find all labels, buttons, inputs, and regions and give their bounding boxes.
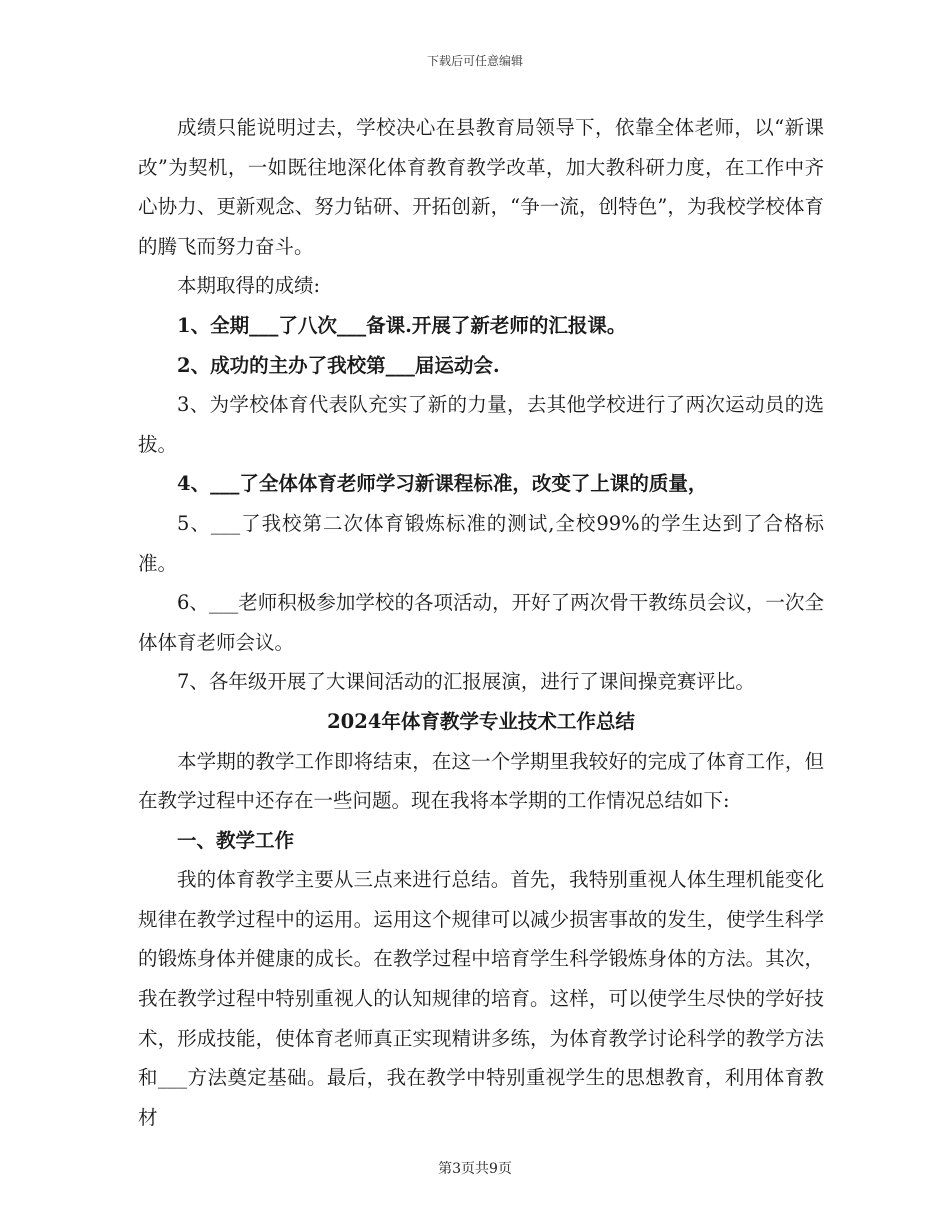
document-body xyxy=(138,108,824,1137)
subheading-teaching-work: 一、教学工作 xyxy=(177,828,295,852)
achievements-heading: 本期取得的成绩: xyxy=(177,274,321,298)
achievement-item-7: 7、各年级开展了大课间活动的汇报展演，进行了课间操竞赛评比。 xyxy=(177,670,755,694)
paragraph-conclusion: 成绩只能说明过去，学校决心在县教育局领导下，依靠全体老师，以“新课改”为契机，一如既往地深化体育教育教学改革，加大教科研力度，在工作中齐心协力、更新观念、努力钻研、开拓创新，“争一流，创特色”，为我校学校体育的腾飞而努力奋斗。 xyxy=(138,116,824,258)
achievement-item-5: 5、___了我校第二次体育锻炼标准的测试,全校99%的学生达到了合格标准。 xyxy=(138,511,824,575)
achievement-item-2: 2、成功的主办了我校第___届运动会. xyxy=(177,353,500,377)
header-note: 下载后可任意编辑 xyxy=(426,54,523,68)
page-footer: 第3页共9页 xyxy=(438,1161,512,1177)
achievement-item-3: 3、为学校体育代表队充实了新的力量，去其他学校进行了两次运动员的选拔。 xyxy=(138,393,824,456)
achievement-item-1: 1、全期___了八次___备课.开展了新老师的汇报课。 xyxy=(177,313,627,337)
achievement-item-4: 4、___了全体体育老师学习新课程标准，改变了上课的质量， xyxy=(177,472,708,496)
achievement-item-6: 6、___老师积极参加学校的各项活动，开好了两次骨干教练员会议，一次全体体育老师会议。 xyxy=(138,591,824,654)
paragraph-intro: 本学期的教学工作即将结束，在这一个学期里我较好的完成了体育工作，但在教学过程中还存在一些问题。现在我将本学期的工作情况总结如下: xyxy=(138,749,824,813)
section-title: 2024年体育教学专业技术工作总结 xyxy=(327,709,635,733)
paragraph-teaching: 我的体育教学主要从三点来进行总结。首先，我特别重视人体生理机能变化规律在教学过程中的运用。运用这个规律可以减少损害事故的发生，使学生科学的锻炼身体并健康的成长。在教学过程中培育学生科学锻炼身体的方法。其次，我在教学过程中特别重视人的认知规律的培育。这样，可以使学生尽快的学好技术，形成技能，使体育老师真正实现精讲多练，为体育教学讨论科学的教学方法和___方法奠定基础。最后，我在教学中特别重视学生的思想教育，利用体育教材 xyxy=(138,868,824,1129)
